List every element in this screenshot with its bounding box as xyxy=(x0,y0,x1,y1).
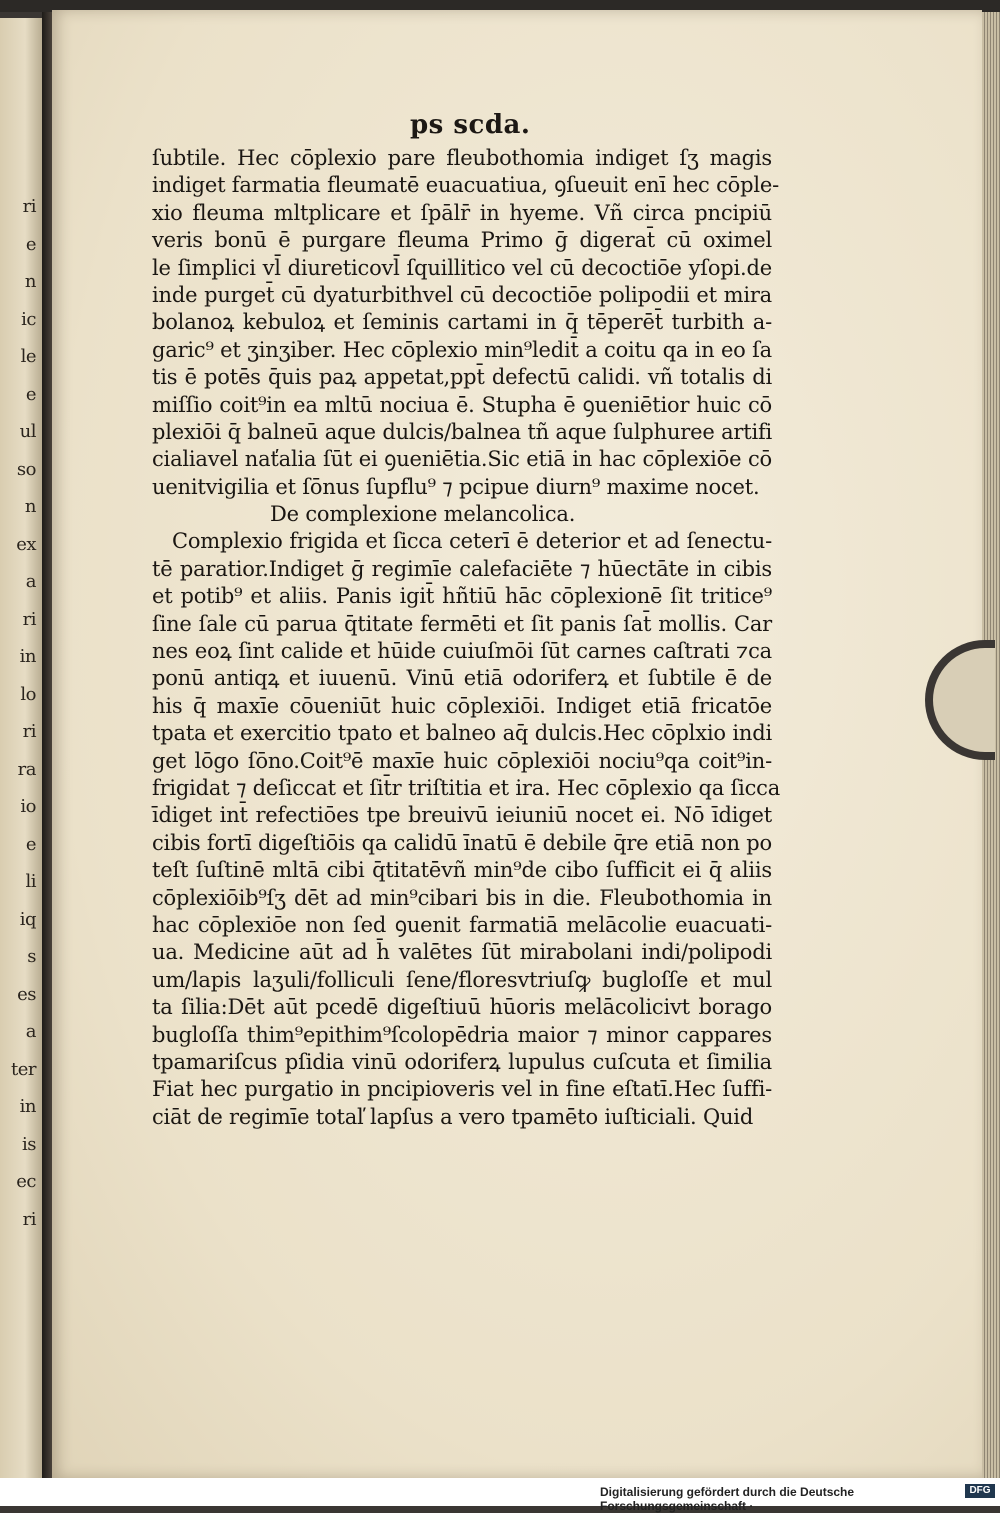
text-line: et potib⁹ et aliis. Panis igit̄ hñtiū hāc cōplexionē ſit tritice⁹ xyxy=(152,584,772,609)
text-line: his q̄ maxīe cōueniūt huic cōplexiōi. Indiget etiā fricatōe xyxy=(152,693,772,718)
margin-fragment: le xyxy=(20,346,36,367)
margin-fragment: is xyxy=(22,1133,36,1155)
text-line: garic⁹ et ʒinʒiber. Hec cōplexio min⁹ledit̄ a coitu qa in eo ſa xyxy=(152,337,772,362)
margin-fragment: ra xyxy=(17,758,36,780)
text-line: tis ē potēs q̄uis paꝝ appetat,ppt̄ defectū calidi. vñ totalis di xyxy=(152,365,772,390)
text-line: ſine ſale cū parua q̄titate fermēti et ſit panis ſat̄ mollis. Car xyxy=(152,611,772,636)
text-line: bolanoꝝ kebuloꝝ et ſeminis cartami in q̄ tēperēt̄ turbith a- xyxy=(152,310,772,335)
margin-fragment: lo xyxy=(20,683,36,705)
margin-fragment: n xyxy=(24,271,36,292)
text-line: um/lapis laʒuli/folliculi ſene/floresvtriuſꝙ bugloſſe et mul xyxy=(152,967,772,992)
text-line: teſt ſuſtinē mltā cibi q̄titatēvñ min⁹de cibo ſufficit ei q̄ aliis xyxy=(152,858,772,883)
text-line: uenitvigilia et ſōnus ſupflu⁹ ⁊ pcipue diurn⁹ maxime nocet. xyxy=(152,474,760,499)
text-line: Complexio frigida et ſicca ceterī ē deterior et ad ſenectu- xyxy=(172,529,772,554)
margin-fragment: ri xyxy=(22,721,36,742)
margin-fragment: li xyxy=(25,871,36,892)
text-line: ua. Medicine aūt ad h̄ valētes ſūt mirabolani indi/polipodi xyxy=(152,940,772,965)
margin-fragment: e xyxy=(25,383,36,405)
section-heading: De complexione melancolica. xyxy=(270,502,576,527)
text-line: frigidat ⁊ deſiccat et ſit̄r triſtitia et ira. Hec cōplexio qa ſicca xyxy=(152,775,781,800)
text-line: cibis fortī digeſtiōis qa calidū īnatū ē debile q̄re etiā non po xyxy=(152,830,772,855)
margin-fragment: e xyxy=(25,233,36,255)
margin-fragment: a xyxy=(25,571,36,592)
text-line: ſubtile. Hec cōplexio pare fleubothomia indiget ſʒ magis xyxy=(152,146,772,170)
text-line: le ſimplici vl̄ diureticovl̄ ſquillitico vel cū decoctiōe yſopi.de xyxy=(152,255,772,280)
text-line: miſſio coit⁹in ea mltū nociua ē. Stupha ē ꝯueniētior huic cō xyxy=(152,392,772,417)
margin-fragment: iq xyxy=(19,908,36,930)
text-line: ta ſilia:Dēt aūt pcedē digeſtiuū hūoris melācolicivt borago xyxy=(152,995,772,1020)
margin-fragment: in xyxy=(19,646,36,667)
text-line: inde purget̄ cū dyaturbithvel cū decoctiōe polipodii et mira xyxy=(152,282,772,307)
margin-fragment: ter xyxy=(11,1058,36,1080)
dfg-logo: DFG xyxy=(965,1484,995,1498)
margin-fragment: in xyxy=(19,1096,36,1117)
facing-page-edge xyxy=(0,18,44,1480)
text-line: plexiōi q̄ balneū aque dulcis/balnea tñ aque ſulphuree artifi xyxy=(152,419,773,444)
book-spine xyxy=(42,12,52,1482)
margin-fragment: ri xyxy=(22,196,36,217)
text-line: ciāt de regimīe totaľ lapſus a vero tpamēto iuſticiali. Quid xyxy=(152,1104,754,1129)
margin-fragment: a xyxy=(25,1021,36,1042)
margin-fragment: n xyxy=(24,496,36,517)
funding-notice: Digitalisierung gefördert durch die Deutsche Forschungsgemeinschaft · xyxy=(600,1485,855,1513)
text-line: tpamariſcus pſidia vinū odoriferꝝ lupulus cuſcuta et ſimilia xyxy=(152,1049,772,1074)
text-line: xio fleuma mltplicare et ſpālr̄ in hyeme. Vñ circa pncipiū xyxy=(152,200,772,225)
margin-fragment: ex xyxy=(16,533,36,555)
margin-fragment: e xyxy=(25,833,36,855)
text-line: tpata et exercitio tpato et balneo aq̄ dulcis.Hec cōplxio indi xyxy=(152,721,772,746)
text-line: hac cōplexiōe non ſed ꝯuenit farmatiā melācolie euacuati- xyxy=(152,912,772,937)
text-line: Fiat hec purgatio in pncipioveris vel in fine eſtatī.Hec ſuffi- xyxy=(152,1077,772,1102)
text-line: bugloſſa thim⁹epithim⁹ſcolopēdria maior ⁊ minor cappares xyxy=(152,1022,772,1047)
main-text-block xyxy=(152,145,781,1131)
margin-fragment: s xyxy=(27,946,36,967)
margin-fragment: ul xyxy=(19,421,36,442)
margin-fragment: io xyxy=(20,796,36,817)
margin-fragment: ri xyxy=(22,608,36,630)
text-line: cialiavel naťalia ſūt ei ꝯueniētia.Sic etiā in hac cōplexiōe cō xyxy=(152,447,772,472)
margin-fragment: ic xyxy=(21,308,36,330)
text-line: get lōgo ſōno.Coit⁹ē maxīe huic cōplexiōi nociu⁹qa coit⁹in- xyxy=(152,748,772,773)
margin-fragment: so xyxy=(16,458,36,480)
running-head: ps scda. xyxy=(410,110,531,140)
text-line: tē paratior.Indiget ḡ regimīe calefaciēte ⁊ hūectāte in cibis xyxy=(152,556,772,581)
margin-fragment: ec xyxy=(16,1171,36,1192)
text-line: nes eoꝝ ſint calide et hūide cuiuſmōi ſūt carnes caſtrati ⁊ca xyxy=(152,639,772,664)
text-line: indiget farmatia fleumatē euacuatiua, ꝯſueuit enī hec cōple- xyxy=(152,173,779,198)
text-line: veris bonū ē purgare fleuma Primo ḡ digerat̄ cū oximel xyxy=(152,228,772,253)
text-line: īdiget int̄ refectiōes tpe breuivū ieiuniū nocet ei. Nō īdiget xyxy=(152,803,772,828)
margin-fragment: ri xyxy=(22,1208,36,1230)
text-line: ponū antiqꝝ et iuuenū. Vinū etiā odoriferꝝ et ſubtile ē de xyxy=(152,666,772,691)
margin-fragment: es xyxy=(17,983,36,1005)
text-line: cōplexiōib⁹ſʒ dēt ad min⁹cibari bis in die. Fleubothomia in xyxy=(152,885,772,910)
